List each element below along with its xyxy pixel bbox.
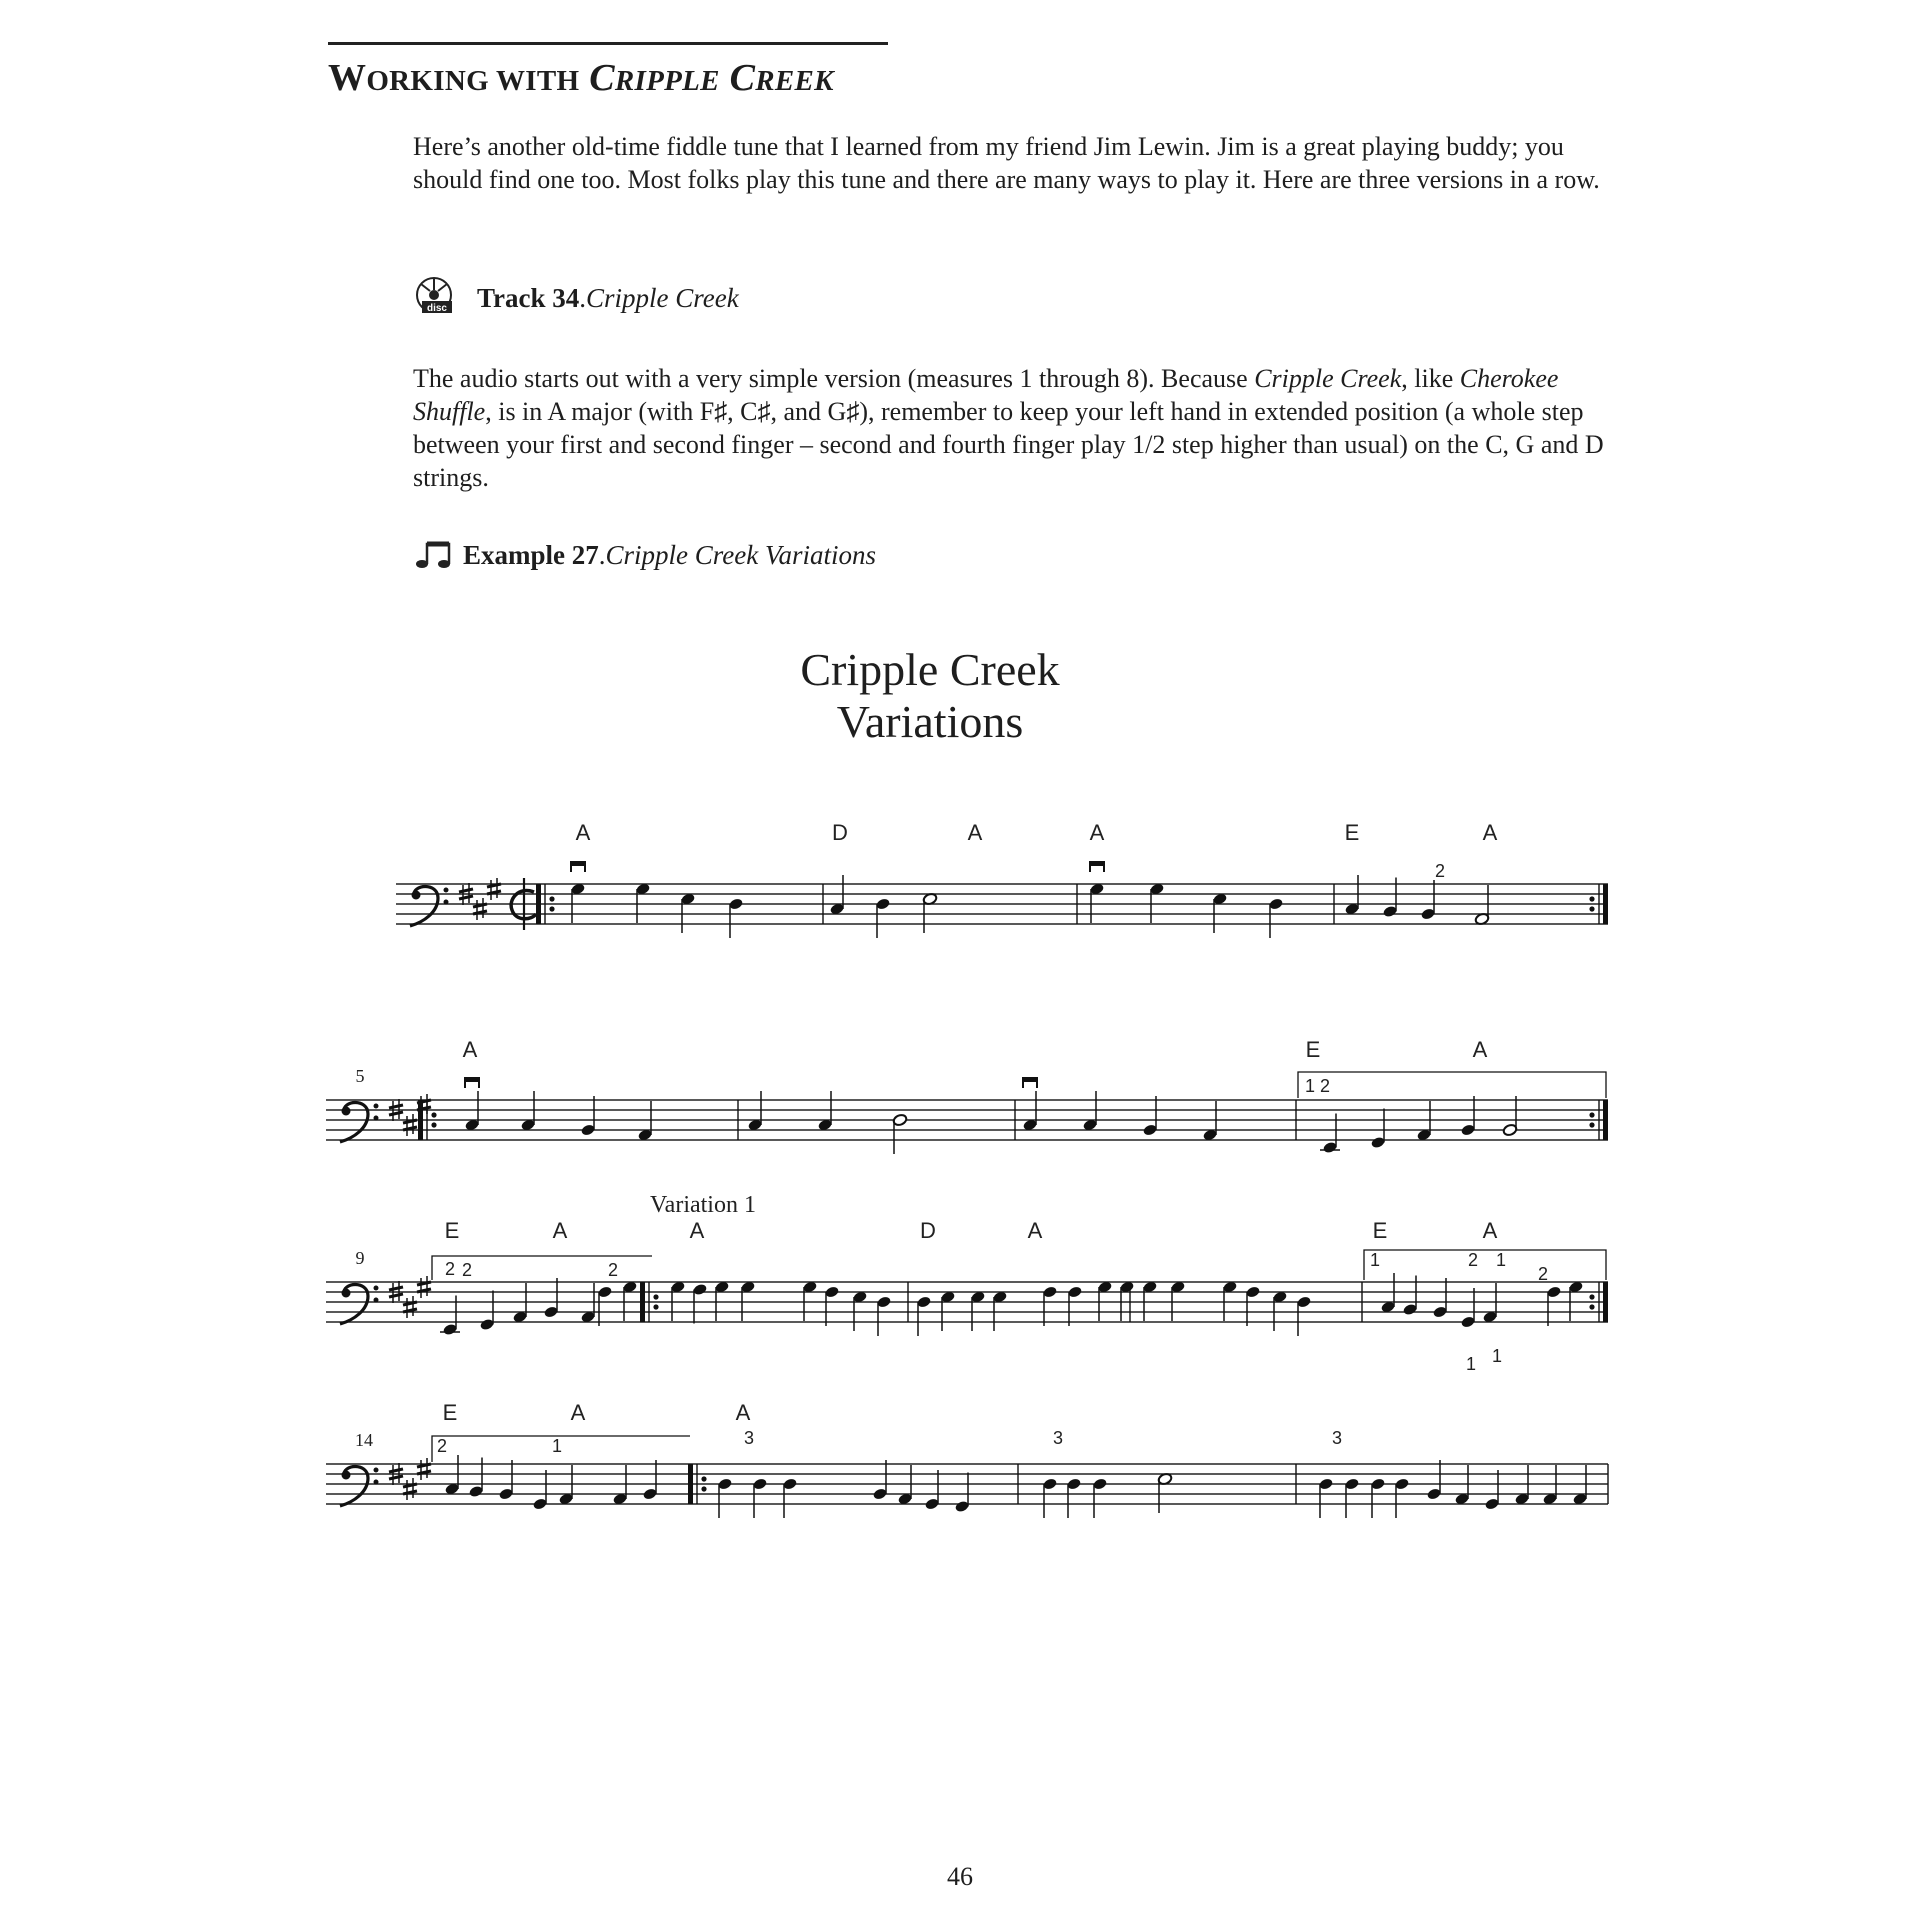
sharp-icon	[389, 1469, 403, 1472]
bass-clef-dot	[412, 891, 421, 900]
fingering: 2	[608, 1260, 619, 1280]
ending-bracket-label: 1 2	[1305, 1076, 1331, 1096]
body-italic: Cherokee Shuffle	[413, 364, 1559, 426]
repeat-dot	[701, 1476, 706, 1481]
intro-paragraph: Here’s another old-time fiddle tune that I learned from my friend Jim Lewin. Jim is a great playing buddy; you should find one too. Most folks play this tune and there are many ways to play it. Here are three versions in a row.	[413, 132, 1600, 194]
chord-symbol: A	[967, 820, 983, 845]
ending-bracket-label: 1	[1370, 1250, 1381, 1270]
measure-number: 9	[355, 1248, 365, 1268]
measure-number: 5	[355, 1066, 365, 1086]
example-label: Example 27	[463, 539, 599, 570]
bass-clef-dot	[342, 1289, 351, 1298]
chord-symbol: A	[1089, 820, 1105, 845]
repeat-dot	[549, 906, 554, 911]
chord-symbol: E	[444, 1218, 460, 1243]
repeat-barline	[536, 884, 541, 924]
staves	[326, 862, 1608, 1518]
repeat-dot	[431, 1112, 436, 1117]
heading-part: W	[328, 57, 367, 99]
down-bow-icon	[571, 862, 585, 866]
bass-clef-dot	[374, 1104, 379, 1109]
chord-symbol: A	[1482, 1218, 1498, 1243]
chord-symbol: A	[570, 1400, 586, 1425]
sharp-icon	[389, 1112, 403, 1115]
heading-part: ORKING WITH	[366, 65, 580, 97]
fingering: 2	[462, 1260, 473, 1280]
body-text: , like	[1401, 364, 1460, 393]
bass-clef-dot	[374, 1286, 379, 1291]
repeat-dot	[1589, 1304, 1594, 1309]
fingering: 1	[1466, 1354, 1477, 1374]
chord-symbol: E	[1344, 820, 1360, 845]
down-bow-icon	[465, 1078, 479, 1082]
bass-clef-dot	[374, 1298, 379, 1303]
chord-symbol: A	[735, 1400, 751, 1425]
repeat-dot	[1589, 1294, 1594, 1299]
down-bow-icon	[1023, 1078, 1037, 1082]
repeat-dot	[653, 1304, 658, 1309]
example-title: Cripple Creek Variations	[605, 539, 877, 570]
repeat-barline	[1603, 1100, 1608, 1140]
page-number: 46	[947, 1862, 973, 1891]
svg-text:disc: disc	[426, 303, 448, 314]
bass-clef-dot	[444, 888, 449, 893]
repeat-dot	[1589, 1112, 1594, 1117]
down-bow-icon	[1090, 862, 1104, 866]
repeat-dot	[549, 896, 554, 901]
track-title: Cripple Creek	[586, 282, 739, 313]
heading-part: C	[589, 57, 615, 99]
score-title-line: Cripple Creek	[800, 644, 1060, 695]
chord-symbol: E	[442, 1400, 458, 1425]
body-text: The audio starts out with a very simple version (measures 1 through 8). Because	[413, 364, 1255, 393]
chord-symbol: A	[1472, 1037, 1488, 1062]
fingering: 1	[1496, 1250, 1507, 1270]
repeat-dot	[1589, 896, 1594, 901]
repeat-barline	[418, 1100, 423, 1140]
chord-symbol: A	[462, 1037, 478, 1062]
ending-bracket	[1364, 1250, 1606, 1280]
body-text: , is in A major (with F♯, C♯, and G♯), remember to keep your left hand in extended position (a whole step between your first and second finger – second and fourth finger play 1/2 step higher than usual) on the C, G and D strings.	[413, 397, 1604, 492]
track-label: Track 34	[477, 282, 580, 313]
sharp-icon	[389, 1294, 403, 1297]
repeat-barline	[1603, 1282, 1608, 1322]
bass-clef-dot	[374, 1116, 379, 1121]
measure-number: 14	[355, 1430, 373, 1450]
fingering: 3	[1331, 1428, 1343, 1448]
repeat-barline	[1603, 884, 1608, 924]
chord-symbol: A	[1027, 1218, 1043, 1243]
bass-clef-dot	[342, 1107, 351, 1116]
fingering: 3	[1052, 1428, 1064, 1448]
section-label: Variation 1	[650, 1192, 756, 1218]
fingering: 2	[1538, 1264, 1549, 1284]
bass-clef-dot	[374, 1480, 379, 1485]
chord-symbol: D	[920, 1218, 936, 1243]
fingering: 2	[1434, 861, 1446, 881]
ending-bracket-label: 2	[445, 1259, 456, 1279]
bass-clef-dot	[374, 1468, 379, 1473]
repeat-dot	[1589, 906, 1594, 911]
repeat-dot	[1589, 1122, 1594, 1127]
repeat-barline	[688, 1464, 693, 1504]
ending-bracket	[1298, 1072, 1606, 1098]
heading-part: REEK	[755, 65, 834, 97]
track-separator: .	[579, 282, 586, 313]
sharp-icon	[389, 1476, 403, 1479]
heading-part: C	[729, 57, 756, 99]
repeat-dot	[653, 1294, 658, 1299]
fingering: 2	[1468, 1250, 1479, 1270]
fingering: 3	[743, 1428, 755, 1448]
ending-bracket-label: 2	[437, 1436, 448, 1456]
bass-clef-dot	[342, 1471, 351, 1480]
sharp-icon	[389, 1287, 403, 1290]
chord-symbol: E	[1305, 1037, 1321, 1062]
chord-symbol: D	[832, 820, 848, 845]
heading-part: RIPPLE	[614, 65, 720, 97]
body-italic: Cripple Creek	[1254, 364, 1402, 393]
repeat-dot	[431, 1122, 436, 1127]
fingering: 1	[1492, 1346, 1503, 1366]
sharp-icon	[389, 1105, 403, 1108]
example-separator: .	[598, 539, 606, 570]
score-title-line: Variations	[836, 696, 1024, 747]
chord-symbol: A	[552, 1218, 568, 1243]
sharp-icon	[459, 889, 473, 892]
sharp-icon	[459, 896, 473, 899]
repeat-barline	[640, 1282, 645, 1322]
bass-clef-dot	[444, 900, 449, 905]
chord-symbol: E	[1372, 1218, 1388, 1243]
chord-symbol: A	[1482, 820, 1498, 845]
chord-symbol: A	[689, 1218, 705, 1243]
repeat-dot	[701, 1486, 706, 1491]
chord-symbol: A	[575, 820, 591, 845]
fingering: 1	[552, 1436, 563, 1456]
